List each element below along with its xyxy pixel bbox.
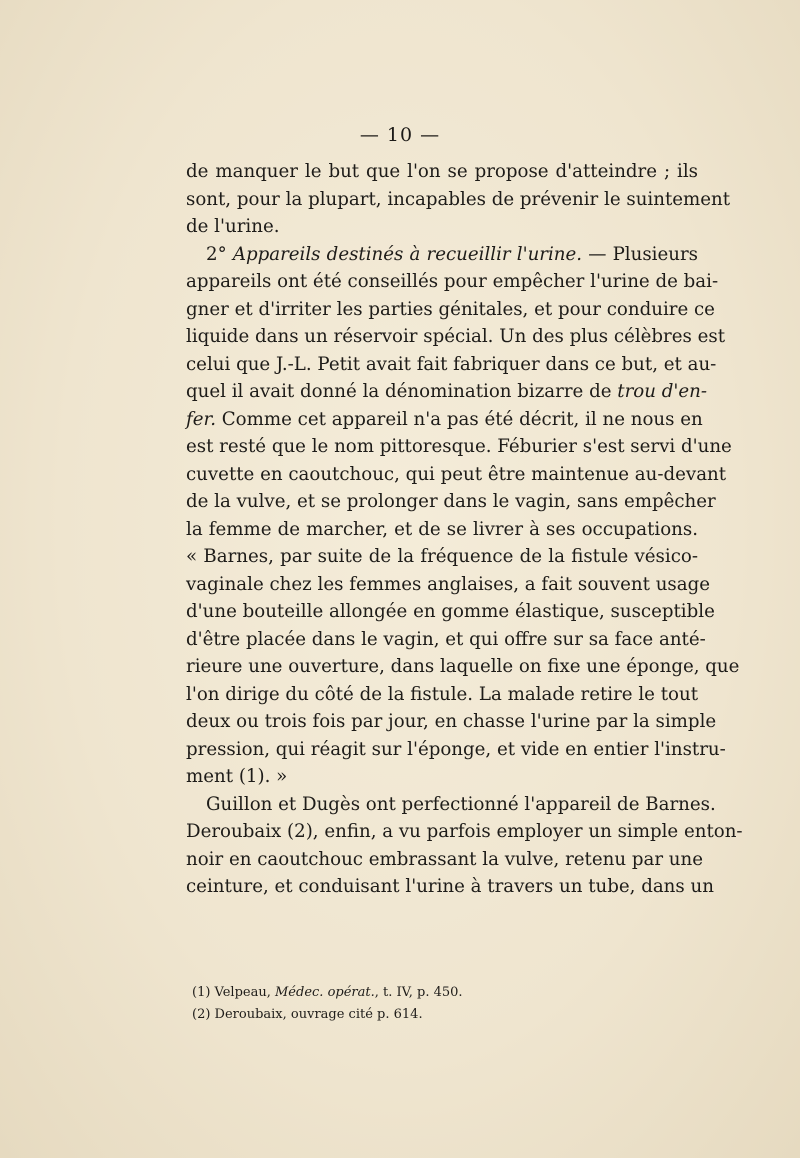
text-line: pression, qui réagit sur l'éponge, et vide en entier l'instru- bbox=[186, 738, 726, 760]
text-line: d'être placée dans le vagin, et qui offre sur sa face anté- bbox=[186, 628, 706, 650]
text-line bbox=[186, 378, 707, 406]
page-number: — 10 — bbox=[359, 124, 441, 146]
text-line: gner et d'irriter les parties génitales, et pour conduire ce bbox=[186, 298, 715, 320]
text-line: d'une bouteille allongée en gomme élastique, susceptible bbox=[186, 601, 715, 622]
text-line: sont, pour la plupart, incapables de prévenir le suintement bbox=[186, 188, 731, 210]
footnote-text: (2) Deroubaix, ouvrage cité p. 614. bbox=[192, 1007, 423, 1022]
text-line: appareils ont été conseillés pour empêcher l'urine de bai- bbox=[186, 271, 719, 292]
italic-term: fer. bbox=[186, 408, 216, 430]
text-line: est resté que le nom pittoresque. Féburier s'est servi d'une bbox=[186, 436, 732, 457]
footnote bbox=[192, 982, 692, 1004]
text-line: noir en caoutchouc embrassant la vulve, retenu par une bbox=[186, 848, 703, 870]
text-line: de la vulve, et se prolonger dans le vagin, sans empêcher bbox=[186, 491, 716, 512]
text-line: rieure une ouverture, dans laquelle on fixe une éponge, que bbox=[186, 656, 740, 677]
body-text bbox=[186, 158, 743, 901]
italic-heading: Appareils destinés à recueillir l'urine. bbox=[232, 243, 583, 265]
text-line: la femme de marcher, et de se livrer à ses occupations. bbox=[186, 518, 698, 540]
text-line: de manquer le but que l'on se propose d'atteindre ; ils bbox=[186, 161, 698, 182]
italic-term: trou d'en- bbox=[617, 381, 707, 402]
text-line: ment (1). » bbox=[186, 766, 288, 787]
footnote-italic: Médec. opérat. bbox=[275, 985, 375, 1000]
text-line: l'on dirige du côté de la fistule. La malade retire le tout bbox=[186, 683, 698, 705]
text-line: celui que J.-L. Petit avait fait fabriquer dans ce but, et au- bbox=[186, 353, 717, 375]
text-line: ceinture, et conduisant l'urine à travers un tube, dans un bbox=[186, 876, 714, 897]
text-line: Guillon et Dugès ont perfectionné l'appareil de Barnes. bbox=[206, 793, 716, 815]
text-line bbox=[186, 406, 703, 434]
footnotes bbox=[192, 982, 692, 1026]
footnote-text: , t. IV, p. 450. bbox=[374, 985, 463, 1000]
text-line: « Barnes, par suite de la fréquence de la fistule vésico- bbox=[186, 546, 698, 567]
text-line: de l'urine. bbox=[186, 216, 280, 237]
text-line: vaginale chez les femmes anglaises, a fait souvent usage bbox=[186, 573, 710, 595]
text-line: deux ou trois fois par jour, en chasse l'urine par la simple bbox=[186, 711, 717, 732]
text-line: cuvette en caoutchouc, qui peut être maintenue au-devant bbox=[186, 463, 727, 485]
text-segment: quel il avait donné la dénomination bizarre de bbox=[186, 381, 618, 402]
text-line: Deroubaix (2), enfin, a vu parfois employer un simple enton- bbox=[186, 821, 743, 842]
footnote-text: (1) Velpeau, bbox=[192, 985, 275, 1000]
text-segment: 2° bbox=[206, 243, 233, 265]
text-segment: Comme cet appareil n'a pas été décrit, il ne nous en bbox=[215, 408, 703, 430]
footnote bbox=[192, 1004, 692, 1026]
text-segment: — Plusieurs bbox=[582, 243, 698, 265]
text-line: liquide dans un réservoir spécial. Un des plus célèbres est bbox=[186, 326, 726, 347]
text-line bbox=[186, 241, 698, 269]
